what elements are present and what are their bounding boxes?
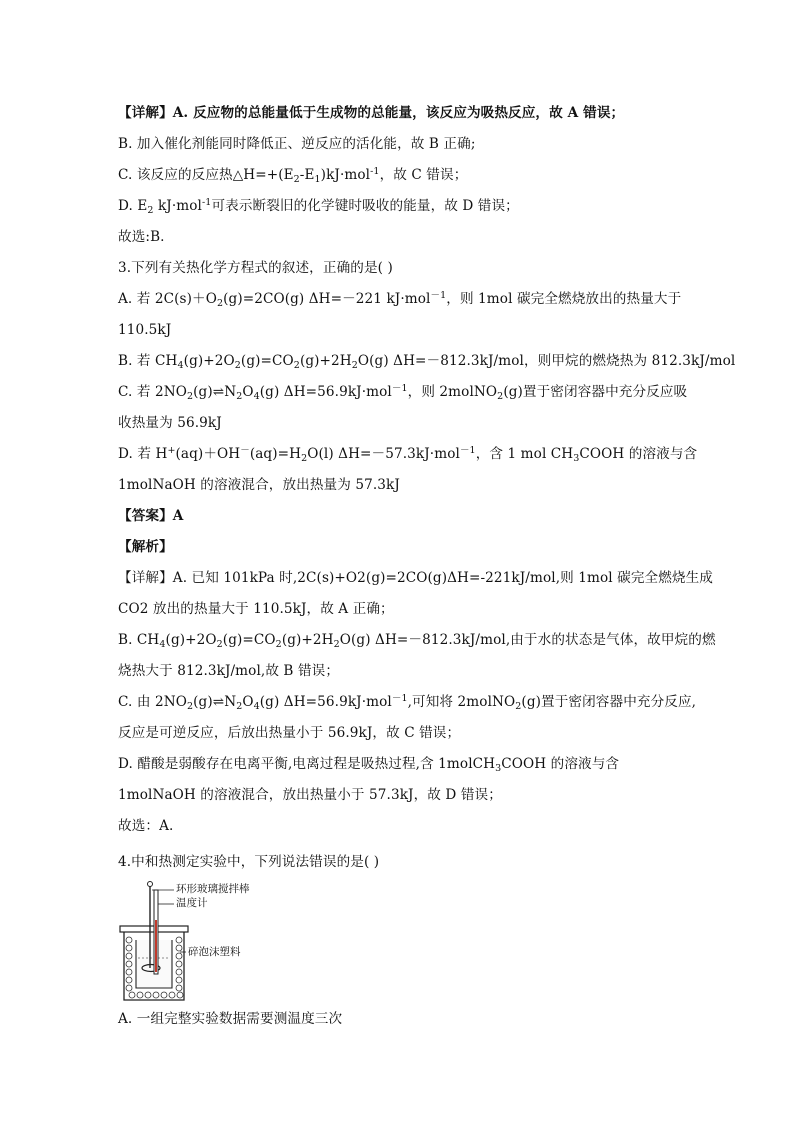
option-a: A. 一组完整实验数据需要测温度三次 [118,1011,343,1027]
text-line: C. 该反应的反应热$\triangle H=+(E_2-E_1)kJ\cdot mol^{-1}$，故 C 错误； [118,166,468,185]
answer-label: 【答案】A [118,508,184,524]
detail-a: 【详解】A. 反应物的总能量低于生成物的总能量，该反应为吸热反应，故 A 错误； [118,105,625,121]
analysis-label: 【解析】 [118,539,173,555]
text-line: 故选:B. [118,229,165,245]
option-d: D. 若 $H^+(aq)+OH^-(aq)=H_2O(l)$ ΔH=－57.3kJ·mol$^{-1}$，含 1 mol $CH_3COOH$ 的溶液与含 [118,445,698,464]
text-line: D. $E_2$ kJ·mol$^{-1}$可表示断裂旧的化学键时吸收的能量，故 D 错误； [118,197,519,216]
text-line: B. $CH_4(g)+2O_2(g)=CO_2(g)+2H_2O(g)$ ΔH=－812.3kJ/mol,由于水的状态是气体，故甲烷的燃 [118,632,716,650]
text-line: 故选：A. [118,818,174,834]
foam-label: 碎泡沫塑料 [188,946,241,958]
option-a: A. 若 $2C(s)+O_2(g)=2CO(g)$ ΔH=－221 kJ·mol$^{-1}$，则 1mol 碳完全燃烧放出的热量大于 [118,290,682,309]
text-line: D. 醋酸是弱酸存在电离平衡,电离过程是吸热过程,含 1molCH$_3$COOH 的溶液与含 [118,756,620,774]
text-line: 110.5kJ [118,322,172,338]
text-line: 烧热大于 812.3kJ/mol,故 B 错误； [118,663,340,679]
text-line: 【详解】A. 已知 101kPa 时,2C(s)+O2(g)=2CO(g)ΔH=-221kJ/mol,则 1mol 碳完全燃烧生成 [118,570,713,586]
question-3: 3.下列有关热化学方程式的叙述，正确的是( ) [118,260,393,276]
text-line: B. 加入催化剂能同时降低正、逆反应的活化能，故 B 正确; [118,136,476,152]
calorimeter-figure [118,880,258,1005]
text-line: 反应是可逆反应，后放出热量小于 56.9kJ，故 C 错误； [118,725,461,741]
text-line: 1molNaOH 的溶液混合，放出热量为 57.3kJ [118,477,400,493]
option-b: B. 若 $CH_4(g)+2O_2(g)=CO_2(g)+2H_2O(g)$ ΔH=－812.3kJ/mol，则甲烷的燃烧热为 812.3kJ/mol [118,353,736,371]
stirrer-top [148,882,153,887]
text-line: 1molNaOH 的溶液混合，放出热量小于 57.3kJ，故 D 错误； [118,787,502,803]
question-4: 4.中和热测定实验中，下列说法错误的是( ) [118,854,380,870]
stirrer-label: 环形玻璃搅拌棒 [176,883,250,895]
option-c: C. 若 $2NO_2(g)\rightleftharpoons N_2O_4(g)$ ΔH=56.9kJ·mol$^{-1}$，则 2molNO$_2$(g)置于密闭容器中充分反应吸 [118,383,688,402]
thermometer-label: 温度计 [176,897,208,909]
text-line: CO2 放出的热量大于 110.5kJ，故 A 正确； [118,601,394,617]
text-line: 收热量为 56.9kJ [118,415,222,431]
text-line: C. 由 $2NO_2(g)\rightleftharpoons N_2O_4(g)$ ΔH=56.9kJ·mol$^{-1}$,可知将 2molNO$_2$(g)置于密闭容器中充分反应, [118,693,697,712]
text-line [118,103,624,123]
